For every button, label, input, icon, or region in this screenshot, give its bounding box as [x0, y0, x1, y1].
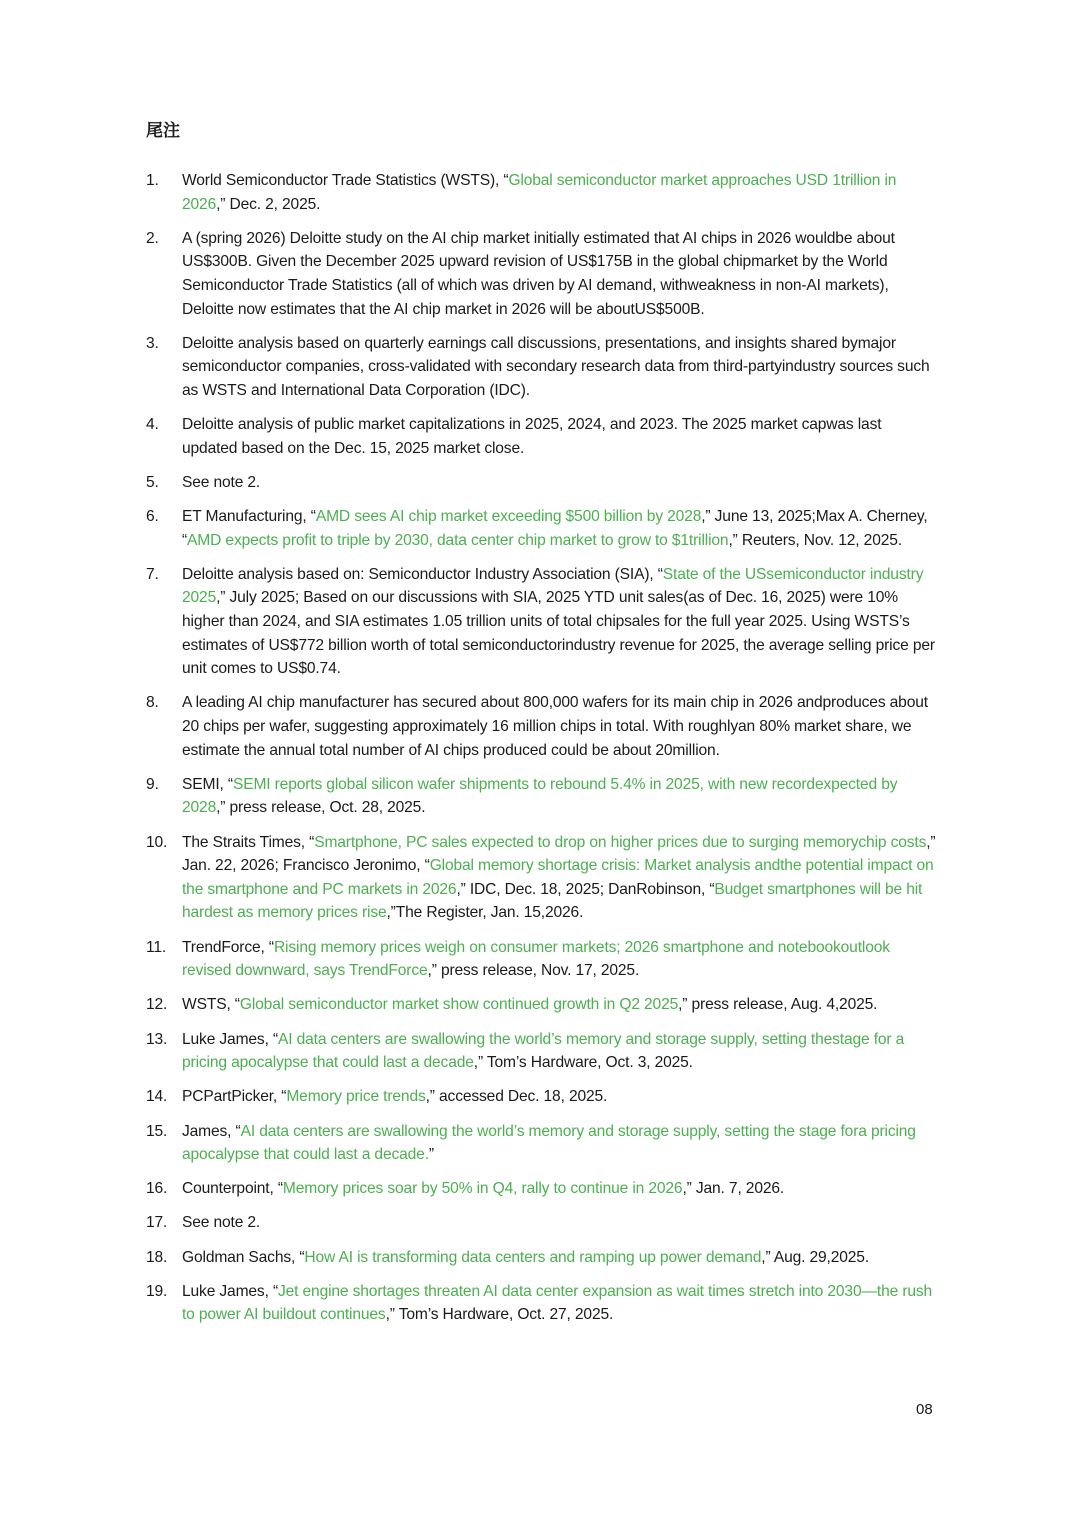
citation-text: See note 2. — [182, 1214, 261, 1232]
endnote-number: 17. — [146, 1214, 168, 1232]
citation-text: ,” June 13, 2025;Max A. Cherney, “ — [182, 508, 928, 549]
citation-text: ,” Tom’s Hardware, Oct. 27, 2025. — [385, 1306, 614, 1324]
citation-link[interactable]: AI data centers are swallowing the world’s memory and storage supply, setting the stage fora pricing apocalypse that could last a decade. — [182, 1122, 916, 1164]
citation-link[interactable]: Rising memory prices weigh on consumer markets; 2026 smartphone and notebookoutlook revised downward, says TrendForce — [182, 938, 890, 980]
citation-text: Luke James, “ — [182, 1030, 278, 1048]
endnote-item — [146, 773, 936, 820]
citation-text: Deloitte analysis of public market capitalizations in 2025, 2024, and 2023. The 2025 market capwas last updated based on the Dec. 15, 2025 market close. — [182, 416, 882, 457]
endnote-item — [146, 563, 936, 681]
endnote-text — [182, 1028, 936, 1075]
endnote-item — [146, 1085, 936, 1109]
endnote-number: 13. — [146, 1030, 168, 1048]
citation-text: A leading AI chip manufacturer has secured about 800,000 wafers for its main chip in 2026 andproduces about 20 chips per wafer, suggesting approximately 16 million chips in total. With roughlyan 80% market share, we estimate the annual total number of AI chips produced could be about 20million. — [182, 694, 928, 759]
endnote-text — [182, 563, 936, 681]
endnote-number: 2. — [146, 229, 159, 247]
endnote-item — [146, 936, 936, 983]
endnote-number: 18. — [146, 1248, 168, 1266]
endnote-text — [182, 993, 936, 1017]
citation-text: ,” accessed Dec. 18, 2025. — [425, 1088, 608, 1106]
endnote-item — [146, 1280, 936, 1327]
endnote-text — [182, 413, 936, 460]
citation-link[interactable]: How AI is transforming data centers and ramping up power demand — [304, 1248, 762, 1266]
endnote-number: 15. — [146, 1122, 168, 1140]
citation-text: ET Manufacturing, “ — [182, 508, 316, 526]
endnote-item — [146, 691, 936, 762]
endnote-item — [146, 471, 936, 495]
citation-link[interactable]: Smartphone, PC sales expected to drop on higher prices due to surging memorychip costs — [314, 833, 927, 851]
endnote-number: 12. — [146, 996, 168, 1014]
endnote-text — [182, 1211, 936, 1235]
citation-link[interactable]: Memory prices soar by 50% in Q4, rally to continue in 2026 — [282, 1180, 683, 1198]
endnote-number: 4. — [146, 416, 159, 434]
endnote-text — [182, 332, 936, 403]
endnote-number: 7. — [146, 565, 159, 583]
citation-text: SEMI, “ — [182, 775, 233, 793]
citation-text: ,” Reuters, Nov. 12, 2025. — [728, 531, 902, 549]
endnote-number: 19. — [146, 1282, 168, 1300]
citation-text: See note 2. — [182, 473, 261, 491]
citation-text: ,” July 2025; Based on our discussions with SIA, 2025 YTD unit sales(as of Dec. 16, 2025) were 10% higher than 2024, and SIA estimates 1.05 trillion units of total chipsales for the full year 2025. Using WSTS’s estimates of US$772 billion worth of total semiconductorindustry revenue for 2025, the average selling price per unit comes to US$0.74. — [182, 589, 935, 678]
page-number: 08 — [916, 1401, 933, 1418]
endnote-number: 5. — [146, 473, 159, 491]
citation-text: ,” Aug. 29,2025. — [761, 1248, 870, 1266]
citation-text: ,” IDC, Dec. 18, 2025; DanRobinson, “ — [456, 880, 715, 898]
endnote-text — [182, 505, 936, 552]
citation-text: Deloitte analysis based on: Semiconductor Industry Association (SIA), “ — [182, 565, 663, 583]
endnote-item — [146, 1120, 936, 1167]
endnote-item — [146, 332, 936, 403]
endnote-item — [146, 993, 936, 1017]
endnote-number: 3. — [146, 334, 159, 352]
endnote-item — [146, 1211, 936, 1235]
citation-text: ,” Tom’s Hardware, Oct. 3, 2025. — [473, 1054, 693, 1072]
citation-link[interactable]: State of the USsemiconductor industry 2025 — [182, 565, 924, 607]
citation-text: Deloitte analysis based on quarterly earnings call discussions, presentations, and insights shared bymajor semiconductor companies, cross-validated with secondary research data from third-partyindustry sources such as WSTS and International Data Corporation (IDC). — [182, 334, 930, 399]
endnote-item — [146, 413, 936, 460]
citation-text: TrendForce, “ — [182, 938, 274, 956]
citation-link[interactable]: AMD expects profit to triple by 2030, data center chip market to grow to $1trillion — [187, 531, 729, 549]
citation-text: ,” press release, Oct. 28, 2025. — [216, 799, 426, 817]
citation-link[interactable]: Memory price trends — [286, 1088, 426, 1106]
citation-text: A (spring 2026) Deloitte study on the AI chip market initially estimated that AI chips in 2026 wouldbe about US$300B. Given the December 2025 upward revision of US$175B in the global chipmarket by the World Semiconductor Trade Statistics (all of which was driven by AI demand, withweakness in non-AI markets), Deloitte now estimates that the AI chip market in 2026 will be aboutUS$500B. — [182, 229, 895, 318]
citation-link[interactable]: AMD sees AI chip market exceeding $500 billion by 2028 — [315, 508, 702, 526]
endnote-text — [182, 169, 936, 216]
endnote-number: 16. — [146, 1180, 168, 1198]
endnote-text — [182, 936, 936, 983]
endnote-number: 14. — [146, 1088, 168, 1106]
endnote-text — [182, 1085, 936, 1109]
citation-text: ,” Dec. 2, 2025. — [216, 195, 321, 213]
endnote-number: 8. — [146, 694, 159, 712]
endnote-text — [182, 1177, 936, 1201]
endnote-number: 9. — [146, 775, 159, 793]
endnote-text — [182, 691, 936, 762]
endnote-text — [182, 471, 936, 495]
citation-text: WSTS, “ — [182, 996, 240, 1014]
endnote-text — [182, 773, 936, 820]
endnote-item — [146, 227, 936, 321]
citation-text: James, “ — [182, 1122, 241, 1140]
citation-text: ,” press release, Aug. 4,2025. — [678, 996, 878, 1014]
citation-text: ,” press release, Nov. 17, 2025. — [427, 962, 640, 980]
endnotes-list — [146, 169, 936, 1338]
citation-link[interactable]: Global semiconductor market show continued growth in Q2 2025 — [239, 996, 679, 1014]
endnote-item — [146, 1028, 936, 1075]
endnote-number: 10. — [146, 833, 168, 851]
endnote-number: 6. — [146, 508, 159, 526]
endnote-item — [146, 1246, 936, 1270]
citation-text: Counterpoint, “ — [182, 1180, 283, 1198]
endnote-text — [182, 1246, 936, 1270]
citation-text: PCPartPicker, “ — [182, 1088, 287, 1106]
citation-text: World Semiconductor Trade Statistics (WSTS), “ — [182, 172, 509, 189]
citation-text: ,” Jan. 22, 2026; Francisco Jeronimo, “ — [182, 833, 936, 875]
citation-text: The Straits Times, “ — [182, 833, 315, 851]
endnote-number: 1. — [146, 172, 159, 189]
endnote-number: 11. — [146, 938, 167, 956]
citation-text: ,” Jan. 7, 2026. — [682, 1180, 785, 1198]
citation-text: Goldman Sachs, “ — [182, 1248, 305, 1266]
endnote-text — [182, 227, 936, 321]
citation-link[interactable]: Global semiconductor market approaches USD 1trillion in 2026 — [182, 172, 897, 213]
citation-text: ” — [428, 1146, 434, 1164]
citation-text: Luke James, “ — [182, 1282, 278, 1300]
citation-link[interactable]: Budget smartphones will be hit hardest as memory prices rise — [182, 880, 923, 922]
endnote-text — [182, 1120, 936, 1167]
endnote-item — [146, 169, 936, 216]
citation-link[interactable]: AI data centers are swallowing the world’s memory and storage supply, setting thestage for a pricing apocalypse that could last a decade — [182, 1030, 905, 1072]
endnote-item — [146, 831, 936, 925]
endnote-item — [146, 505, 936, 552]
citation-link[interactable]: SEMI reports global silicon wafer shipments to rebound 5.4% in 2025, with new recordexpected by 2028 — [182, 775, 898, 817]
citation-text: ,”The Register, Jan. 15,2026. — [386, 904, 584, 922]
endnotes-heading: 尾注 — [146, 121, 180, 141]
endnote-item — [146, 1177, 936, 1201]
citation-link[interactable]: Jet engine shortages threaten AI data center expansion as wait times stretch into 2030—the rush to power AI buildout continues — [182, 1282, 933, 1324]
endnote-text — [182, 831, 936, 925]
citation-link[interactable]: Global memory shortage crisis: Market analysis andthe potential impact on the smartphone and PC markets in 2026 — [182, 857, 934, 898]
endnote-text — [182, 1280, 936, 1327]
